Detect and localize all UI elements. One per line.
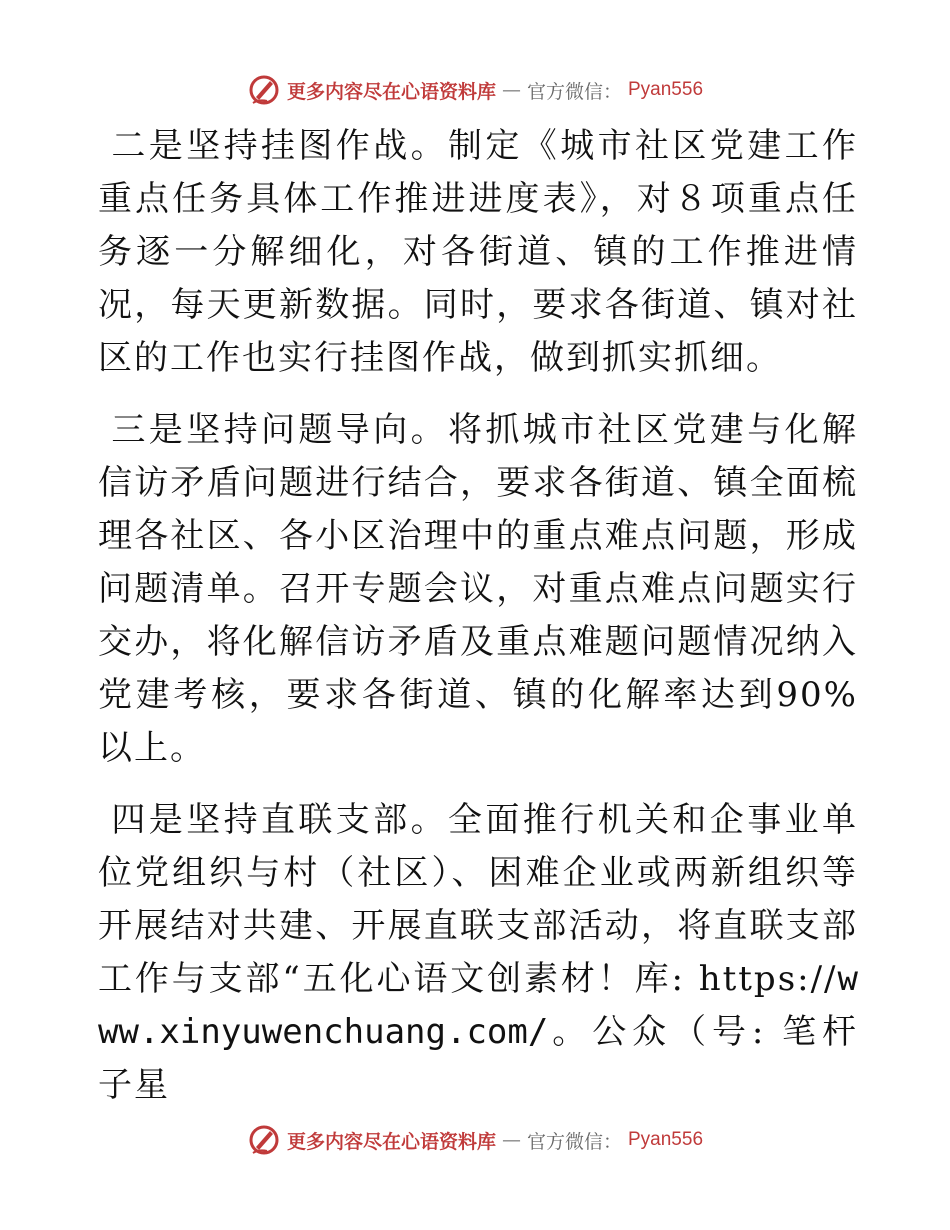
banner-dash: — bbox=[501, 79, 521, 101]
paragraph-3 bbox=[98, 404, 858, 775]
header-banner bbox=[0, 70, 950, 110]
paragraph-text: 二是坚持挂图作战。制定《城市社区党建工作重点任务具体工作推进进度表》，对８项重点任务逐一分解细化，对各街道、镇的工作推进情况，每天更新数据。同时，要求各街道、镇对社区的工作也实行挂图作战，做到抓实抓细。 bbox=[98, 126, 858, 378]
website-link[interactable]: www.xinyuwenchuang.com/ bbox=[98, 959, 858, 1052]
banner-official-label: 官方微信： bbox=[526, 80, 622, 103]
banner-wechat-id: Pyan556 bbox=[628, 1129, 704, 1150]
paragraph-4 bbox=[98, 794, 858, 1112]
banner-wechat-id: Pyan556 bbox=[628, 79, 704, 100]
brand-logo-icon bbox=[247, 1123, 281, 1157]
paragraph-text: 。公众（号: 笔杆子星 bbox=[98, 1012, 858, 1105]
footer-banner bbox=[0, 1120, 950, 1160]
paragraph-text: 四是坚持直联支部。全面推行机关和企事业单位党组织与村（社区）、困难企业或两新组织等开展结对共建、开展直联支部活动，将直联支部工作与支部“五化心语文创素材！库: https:// bbox=[98, 800, 858, 999]
brand-logo-icon bbox=[247, 73, 281, 107]
banner-site-text: 更多内容尽在心语资料库 bbox=[286, 1130, 496, 1153]
document-body bbox=[98, 120, 858, 1131]
banner-site-text: 更多内容尽在心语资料库 bbox=[286, 80, 496, 103]
banner-official-label: 官方微信： bbox=[526, 1130, 622, 1153]
paragraph-2 bbox=[98, 120, 858, 385]
banner-dash: — bbox=[501, 1129, 521, 1151]
paragraph-text: 三是坚持问题导向。将抓城市社区党建与化解信访矛盾问题进行结合，要求各街道、镇全面梳理各社区、各小区治理中的重点难点问题，形成问题清单。召开专题会议，对重点难点问题实行交办，将化解信访矛盾及重点难题问题情况纳入党建考核，要求各街道、镇的化解率达到90%以上。 bbox=[98, 410, 858, 768]
